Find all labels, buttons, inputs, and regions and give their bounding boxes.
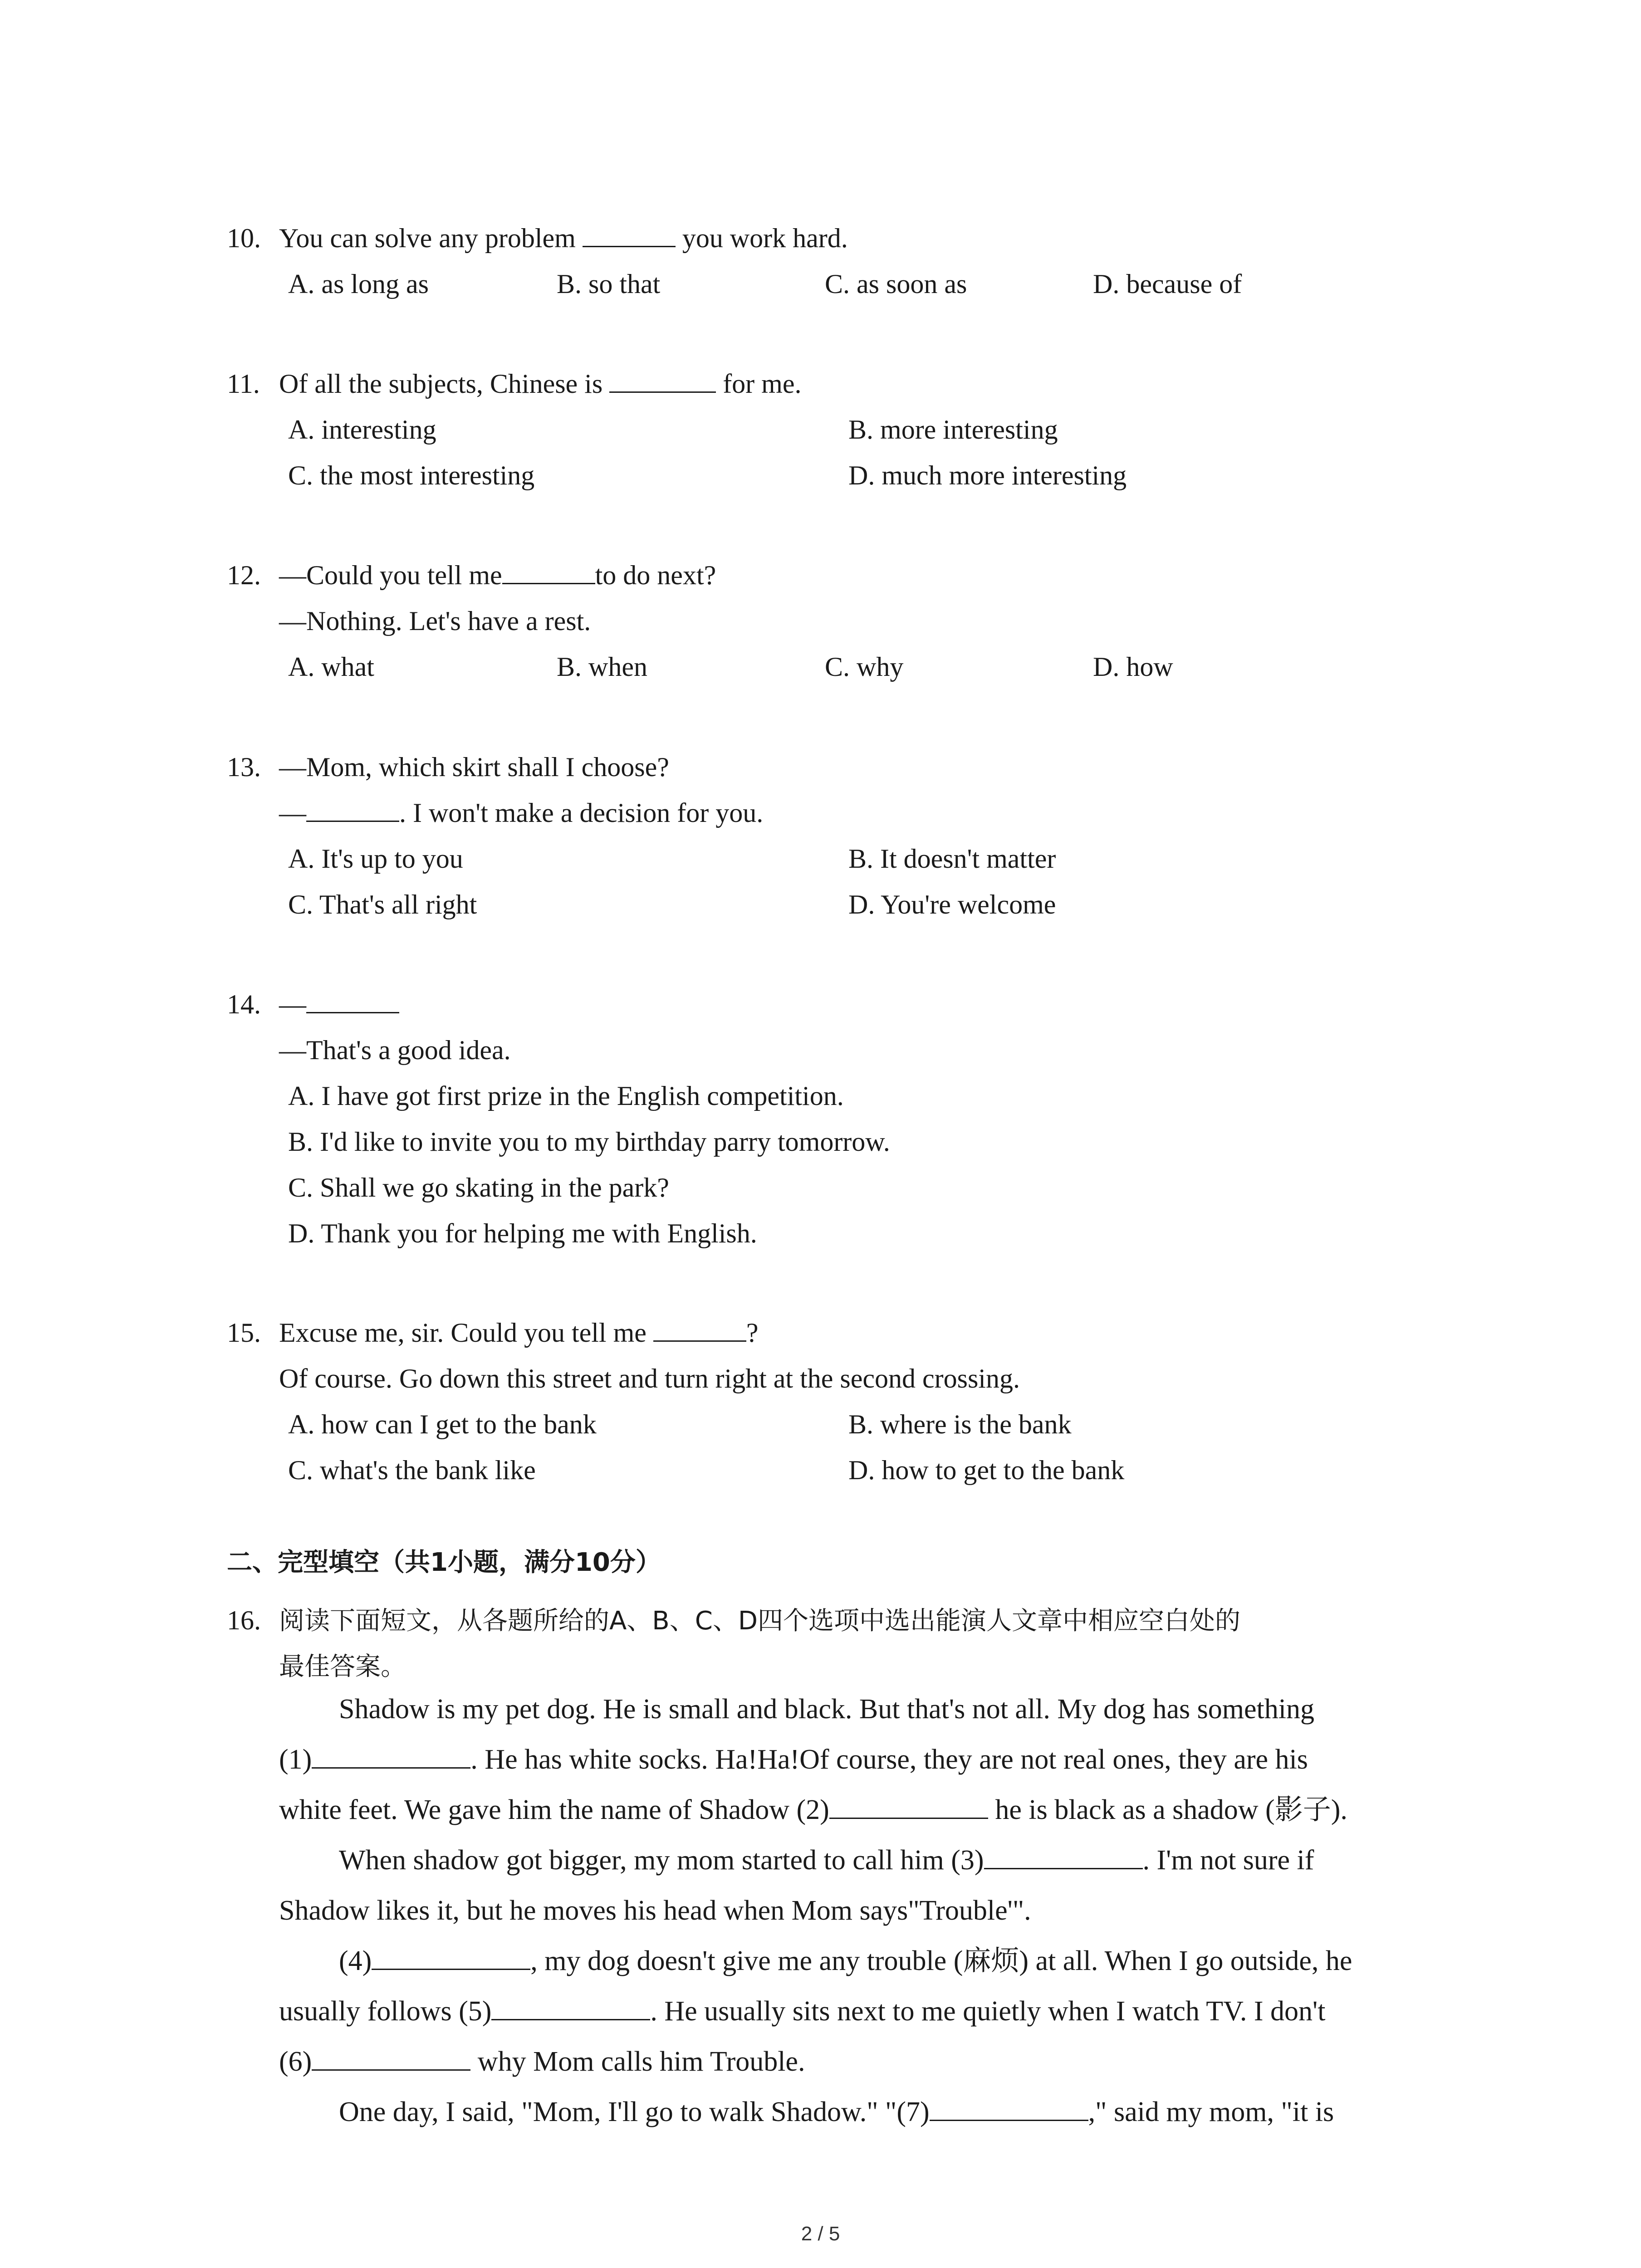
cloze-passage	[279, 1684, 1459, 2137]
option-c: C. That's all right	[288, 890, 477, 919]
answer-blank	[306, 794, 399, 822]
passage-line: (4) , my dog doesn't give me any trouble (麻烦) at all. When I go outside, he	[279, 1936, 1459, 1986]
option-c: C. what's the bank like	[288, 1455, 536, 1485]
option-c: C. the most interesting	[288, 460, 535, 490]
option-c: C. Shall we go skating in the park?	[288, 1173, 669, 1202]
section-title: 二、完型填空（共1小题，满分10分）	[227, 1548, 661, 1577]
question-stem: You can solve any problem you work hard.	[279, 223, 848, 253]
option-d: D. how	[1093, 652, 1173, 682]
option-a: A. interesting	[288, 415, 436, 445]
question-14	[227, 982, 1497, 1256]
option-b: B. where is the bank	[848, 1409, 1072, 1439]
option-a: A. what	[288, 652, 374, 682]
question-12	[227, 552, 1497, 690]
passage-line: usually follows (5) . He usually sits next to me quietly when I watch TV. I don't	[279, 1986, 1459, 2037]
passage-line: (6) why Mom calls him Trouble.	[279, 2037, 1459, 2087]
option-c: C. why	[825, 652, 904, 682]
page-number: 2 / 5	[801, 2223, 840, 2245]
option-b: B. I'd like to invite you to my birthday parry tomorrow.	[288, 1127, 890, 1157]
question-10	[227, 215, 1497, 307]
cloze-blank-5	[491, 1993, 650, 2020]
passage-line: (1) . He has white socks. Ha!Ha!Of course, they are not real ones, they are his	[279, 1735, 1459, 1785]
passage-line: Shadow likes it, but he moves his head when Mom says"Trouble'".	[279, 1895, 1031, 1926]
cloze-blank-6	[312, 2043, 470, 2071]
cloze-blank-1	[312, 1741, 470, 1769]
question-stem: —Mom, which skirt shall I choose?	[279, 752, 669, 782]
instruction-text: 阅读下面短文，从各题所给的A、B、C、D四个选项中选出能演人文章中相应空白处的	[279, 1606, 1240, 1636]
question-stem: —	[279, 989, 399, 1019]
question-stem: —Could you tell me to do next?	[279, 560, 716, 590]
instruction-text: 最佳答案。	[279, 1652, 406, 1681]
question-reply: —That's a good idea.	[279, 1035, 511, 1065]
option-a: A. as long as	[288, 269, 429, 299]
question-number: 10.	[227, 223, 261, 253]
option-b: B. so that	[557, 269, 661, 299]
option-a: A. how can I get to the bank	[288, 1409, 597, 1439]
option-a: A. I have got first prize in the English competition.	[288, 1081, 844, 1111]
answer-blank	[502, 557, 595, 584]
passage-line: white feet. We gave him the name of Shadow (2) he is black as a shadow (影子).	[279, 1785, 1459, 1835]
question-number: 13.	[227, 752, 261, 782]
option-d: D. how to get to the bank	[848, 1455, 1125, 1485]
answer-blank	[583, 220, 676, 247]
option-c: C. as soon as	[825, 269, 967, 299]
question-stem: Of all the subjects, Chinese is for me.	[279, 369, 801, 399]
option-b: B. It doesn't matter	[848, 844, 1056, 874]
option-b: B. when	[557, 652, 647, 682]
question-reply: — . I won't make a decision for you.	[279, 798, 763, 828]
option-b: B. more interesting	[848, 415, 1058, 445]
question-16	[227, 1598, 1497, 1689]
answer-blank	[653, 1314, 746, 1342]
cloze-blank-3	[984, 1842, 1143, 1869]
question-number: 14.	[227, 989, 261, 1019]
option-d: D. You're welcome	[848, 890, 1056, 919]
option-d: D. Thank you for helping me with English.	[288, 1218, 757, 1248]
question-15	[227, 1310, 1497, 1493]
question-number: 11.	[227, 369, 260, 399]
question-number: 12.	[227, 560, 261, 590]
question-11	[227, 361, 1497, 499]
option-a: A. It's up to you	[288, 844, 463, 874]
question-stem: Excuse me, sir. Could you tell me ?	[279, 1318, 759, 1348]
passage-line: One day, I said, "Mom, I'll go to walk Shadow." "(7) ," said my mom, "it is	[279, 2087, 1459, 2137]
question-number: 16.	[227, 1605, 261, 1635]
answer-blank	[609, 365, 716, 393]
cloze-blank-2	[829, 1791, 988, 1819]
option-d: D. because of	[1093, 269, 1242, 299]
question-reply: —Nothing. Let's have a rest.	[279, 606, 591, 636]
passage-line: When shadow got bigger, my mom started to call him (3) . I'm not sure if	[279, 1835, 1459, 1886]
question-number: 15.	[227, 1318, 261, 1348]
answer-blank	[306, 986, 399, 1013]
cloze-blank-4	[372, 1942, 530, 1970]
question-13	[227, 744, 1497, 928]
cloze-blank-7	[930, 2093, 1088, 2121]
passage-line: Shadow is my pet dog. He is small and black. But that's not all. My dog has something	[339, 1694, 1314, 1725]
question-reply: Of course. Go down this street and turn right at the second crossing.	[279, 1364, 1020, 1393]
option-d: D. much more interesting	[848, 460, 1127, 490]
